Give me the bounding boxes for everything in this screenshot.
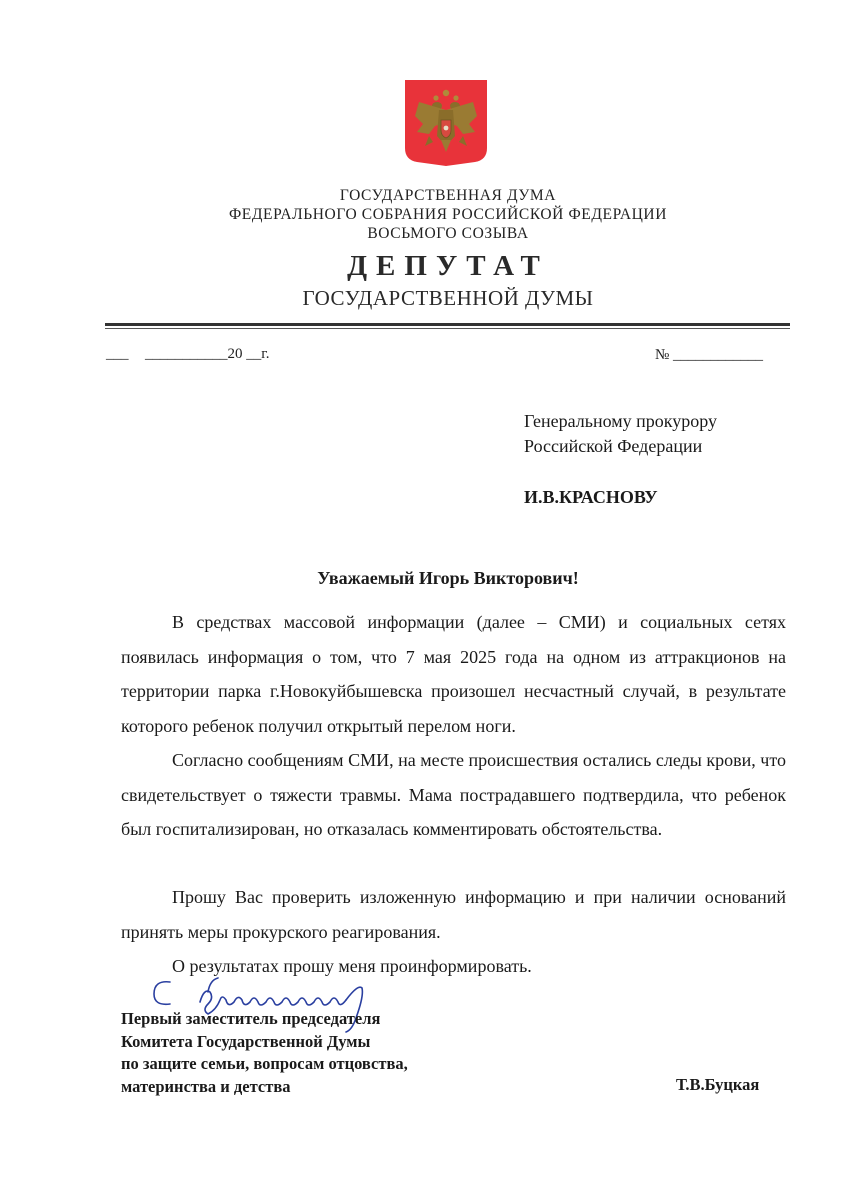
signatory-title <box>121 1008 408 1098</box>
letterhead-subtitle: ГОСУДАРСТВЕННОЙ ДУМЫ <box>302 286 594 310</box>
body-paragraph: Прошу Вас проверить изложенную информацию и при наличии оснований принять меры прокурского реагирования. <box>121 887 786 942</box>
signatory-title-line: Первый заместитель председателя <box>121 1009 381 1028</box>
body-paragraph: Согласно сообщениям СМИ, на месте происшествия остались следы крови, что свидетельствует о тяжести травмы. Мама пострадавшего подтвердила, что ребенок был госпитализирован, но отказалась комментировать обстоятельства. <box>121 750 786 839</box>
signatory-title-line: Комитета Государственной Думы <box>121 1031 371 1051</box>
addressee-line-2: Российской Федерации <box>524 436 703 456</box>
date-month-year: ___________20 __г. <box>145 346 270 362</box>
header-line-1: ГОСУДАРСТВЕННАЯ ДУМА <box>339 187 557 204</box>
letterhead-title: ДЕПУТАТ <box>347 250 549 282</box>
header-rule-thin <box>105 328 790 329</box>
header-rule-thick <box>105 323 790 326</box>
signatory-title-line: по защите семьи, вопросам отцовства, <box>121 1054 408 1073</box>
document-number: № ____________ <box>655 347 764 363</box>
addressee-name: И.В.КРАСНОВУ <box>524 487 658 507</box>
signer-name: Т.В.Буцкая <box>676 1075 760 1094</box>
coat-of-arms-icon <box>405 80 487 166</box>
signatory-title-line: материнства и детства <box>121 1076 291 1096</box>
salutation: Уважаемый Игорь Викторович! <box>317 568 579 588</box>
body-paragraph: В средствах массовой информации (далее – СМИ) и социальных сетях появилась информация о том, что 7 мая 2025 года на одном из аттракционов на территории парка г.Новокуйбышевска произошел несчастный случай, в результате которого ребенок получил открытый перелом ноги. <box>121 612 786 736</box>
addressee-line-1: Генеральному прокурору <box>524 411 718 431</box>
header-line-3: ВОСЬМОГО СОЗЫВА <box>367 225 529 242</box>
body-paragraph: О результатах прошу меня проинформировать. <box>172 956 532 976</box>
date-day-blank: ___ <box>106 346 129 362</box>
header-line-2: ФЕДЕРАЛЬНОГО СОБРАНИЯ РОССИЙСКОЙ ФЕДЕРАЦИИ <box>228 206 668 223</box>
